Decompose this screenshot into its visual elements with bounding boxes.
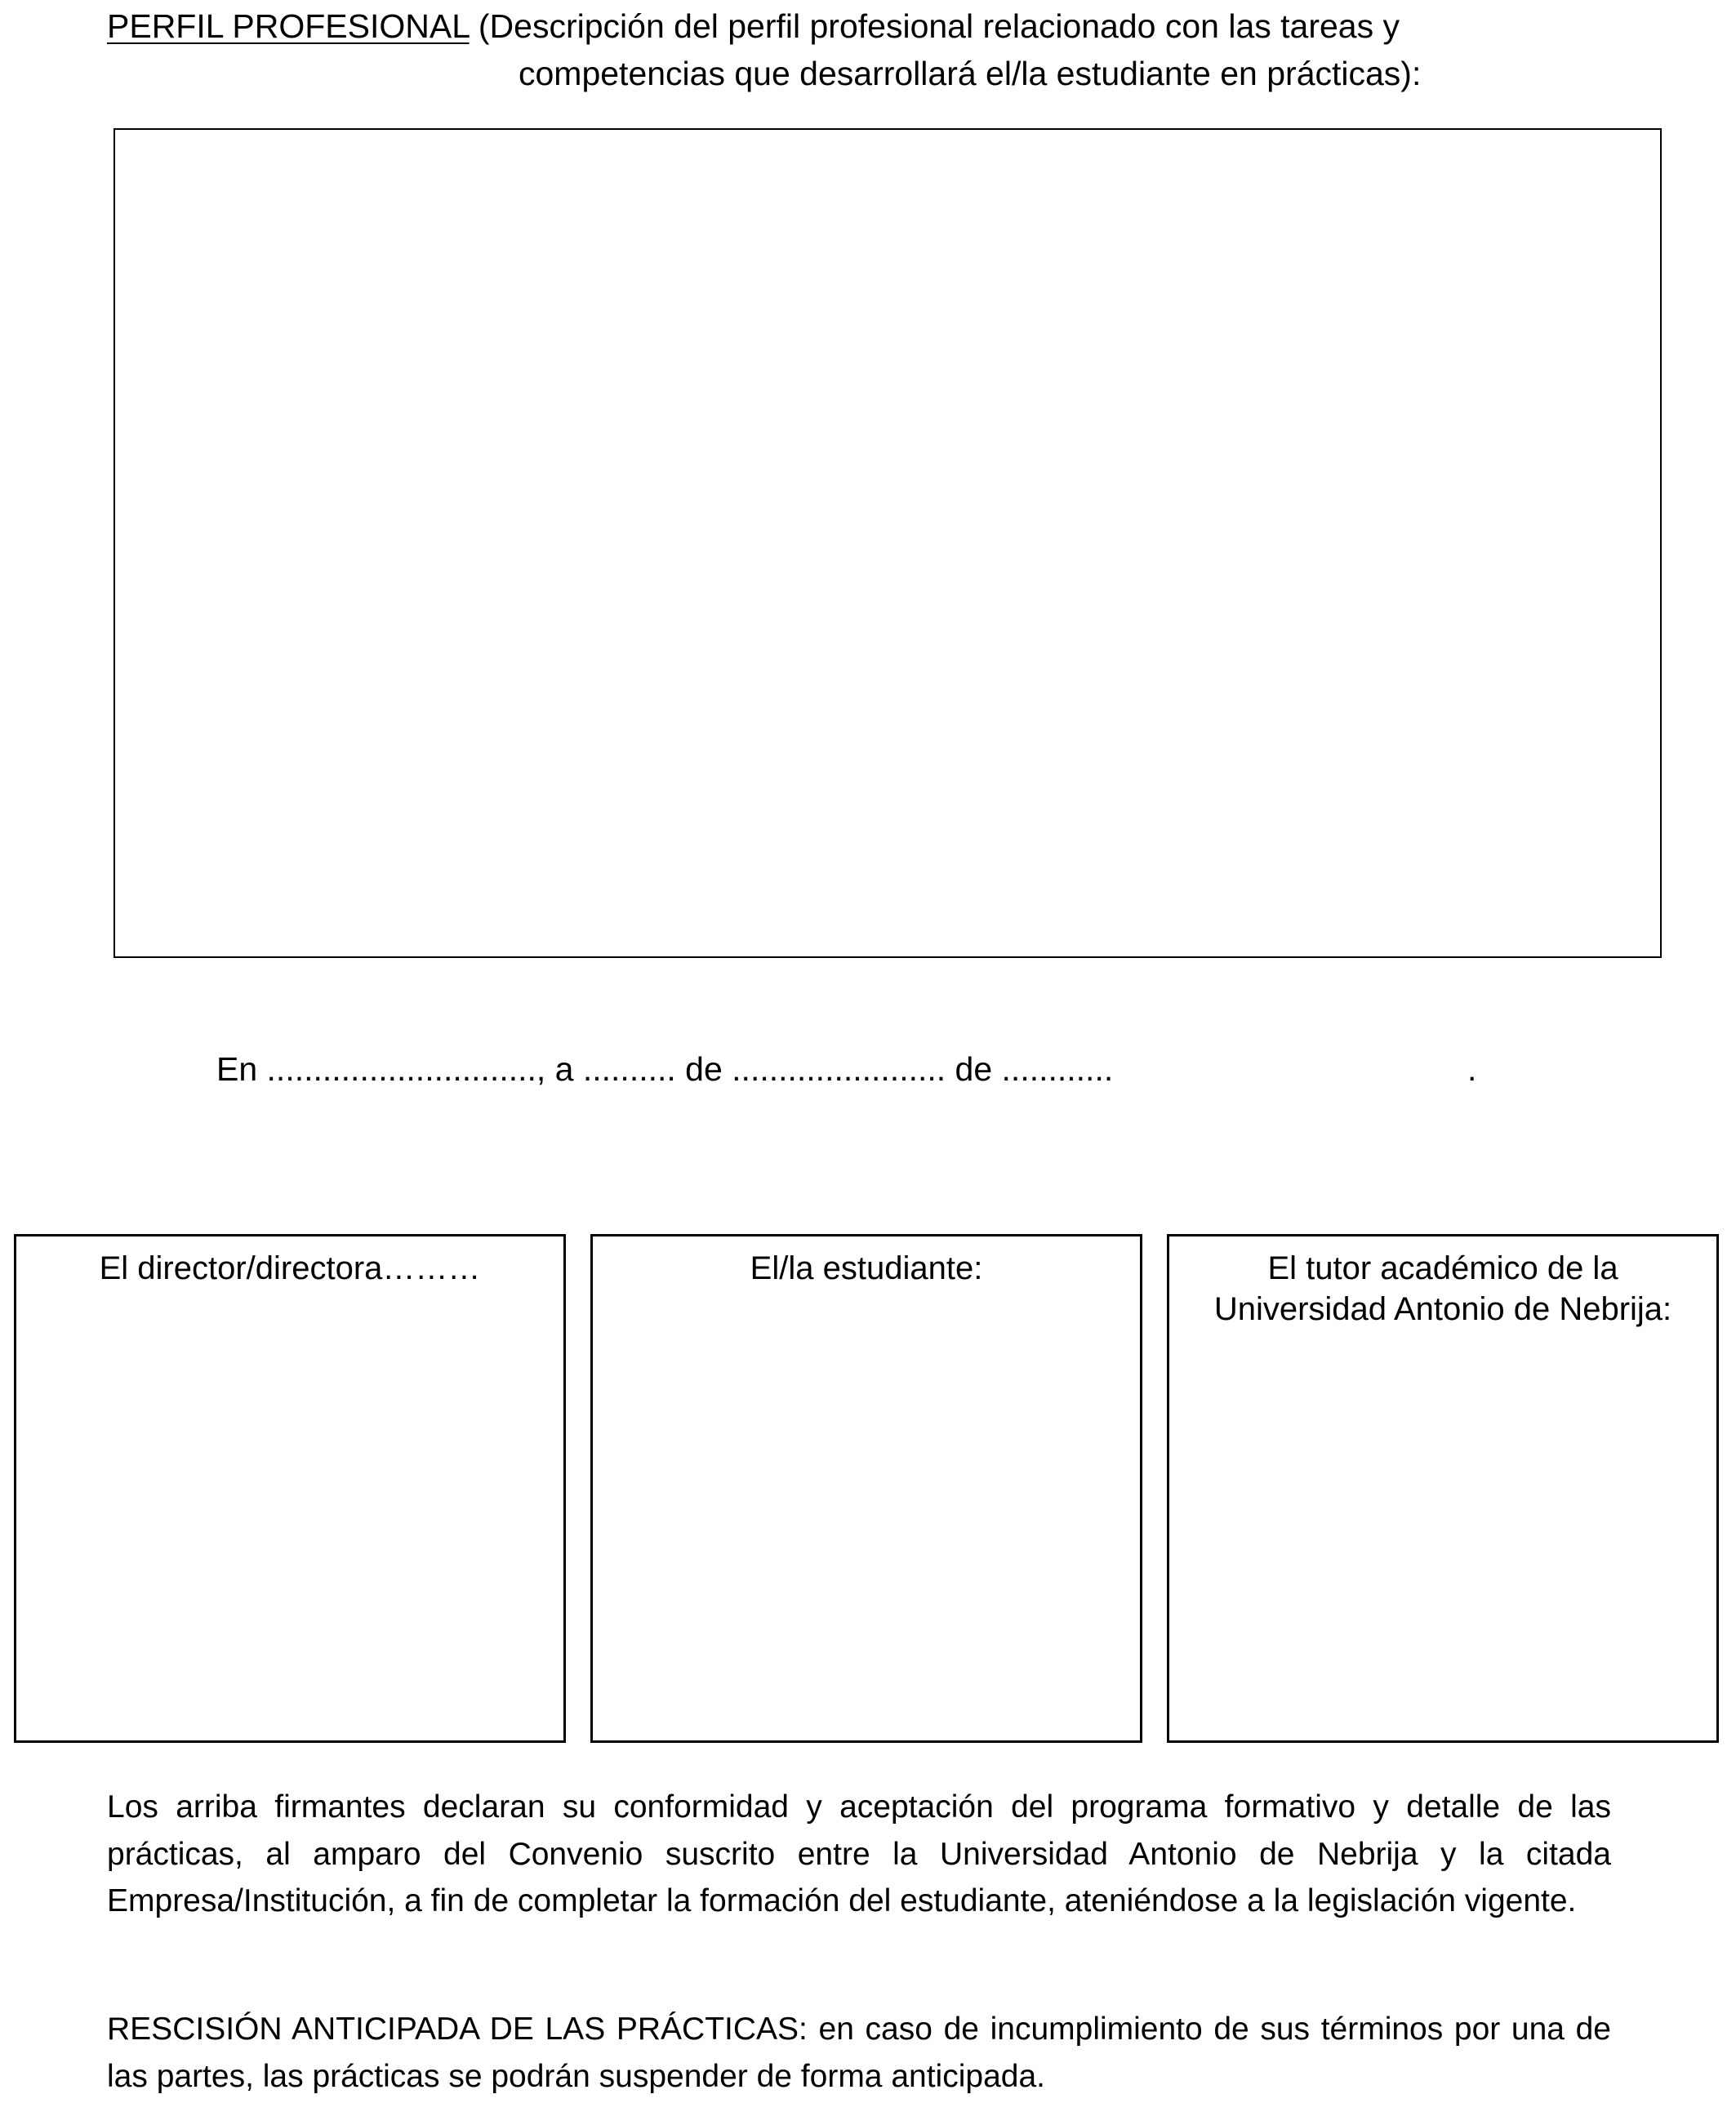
section-description-part2: competencias que desarrollará el/la estudiante en prácticas): [519, 55, 1422, 92]
rescision-paragraph: RESCISIÓN ANTICIPADA DE LAS PRÁCTICAS: en caso de incumplimiento de sus términos por una de las partes, las prácticas se podrán suspender de forma anticipada. [107, 2012, 1611, 2094]
signature-box-student[interactable] [590, 1234, 1142, 1743]
date-period: . [1467, 1050, 1477, 1088]
header-line-1 [107, 2, 1400, 50]
section-description-part1: (Descripción del perfil profesional relacionado con las tareas y [469, 7, 1400, 45]
declaration-paragraph: Los arriba firmantes declaran su conformidad y aceptación del programa formativo y detalle de las prácticas, al amparo del Convenio suscrito entre la Universidad Antonio de Nebrija y la citada Empresa/Institución, a fin de completar la formación del estudiante, ateniéndose a la legislación vigente. [107, 1789, 1611, 1918]
signature-label-director: El director/directora……… [99, 1250, 481, 1286]
signature-box-director[interactable] [14, 1234, 566, 1743]
section-title: PERFIL PROFESIONAL [107, 7, 470, 45]
signature-box-tutor[interactable] [1167, 1234, 1719, 1743]
signature-label-tutor-line2: Universidad Antonio de Nebrija: [1213, 1291, 1672, 1327]
signature-label-tutor-line1: El tutor académico de la [1267, 1250, 1618, 1286]
signature-label-student: El/la estudiante: [750, 1250, 983, 1286]
date-place-line: En ............................., a .......... de ....................... de ............ [216, 1050, 1114, 1088]
profile-description-box[interactable] [114, 128, 1662, 958]
